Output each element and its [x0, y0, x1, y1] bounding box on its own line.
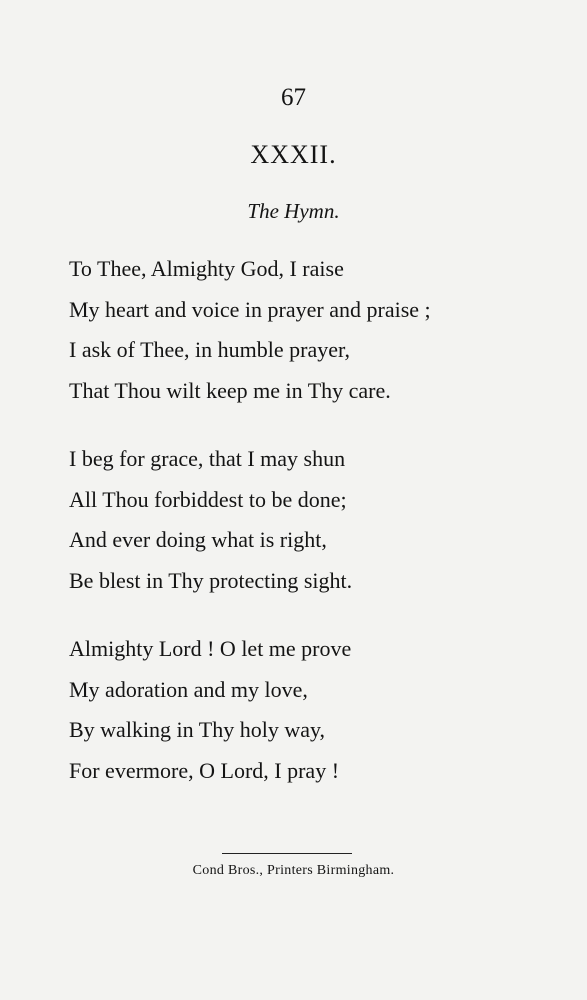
page-number: 67: [281, 84, 306, 111]
verse-line: Be blest in Thy protecting sight.: [69, 567, 353, 593]
verse-line: All Thou forbiddest to be done;: [69, 486, 347, 512]
verse-line: I ask of Thee, in humble prayer,: [69, 337, 350, 362]
verse-line: For evermore, O Lord, I pray !: [69, 757, 340, 783]
hymn-title: The Hymn.: [247, 199, 340, 223]
verse-line: To Thee, Almighty God, I raise: [69, 256, 344, 281]
verse-line: My heart and voice in prayer and praise ;: [69, 296, 431, 322]
printer-imprint: Cond Bros., Printers Birmingham.: [192, 863, 395, 878]
verse-line: And ever doing what is right,: [69, 527, 327, 552]
verse-line: I beg for grace, that I may shun: [69, 446, 346, 471]
verse-line: Almighty Lord ! O let me prove: [69, 636, 352, 661]
verse-line: By walking in Thy holy way,: [69, 717, 326, 742]
verse-line: That Thou wilt keep me in Thy care.: [69, 377, 391, 403]
stanza-1: [69, 249, 569, 411]
section-number: XXXII.: [250, 140, 337, 169]
footer-divider: [222, 853, 352, 854]
verse-line: My adoration and my love,: [69, 676, 308, 702]
stanza-2: [69, 439, 569, 601]
stanza-3: [69, 629, 569, 791]
